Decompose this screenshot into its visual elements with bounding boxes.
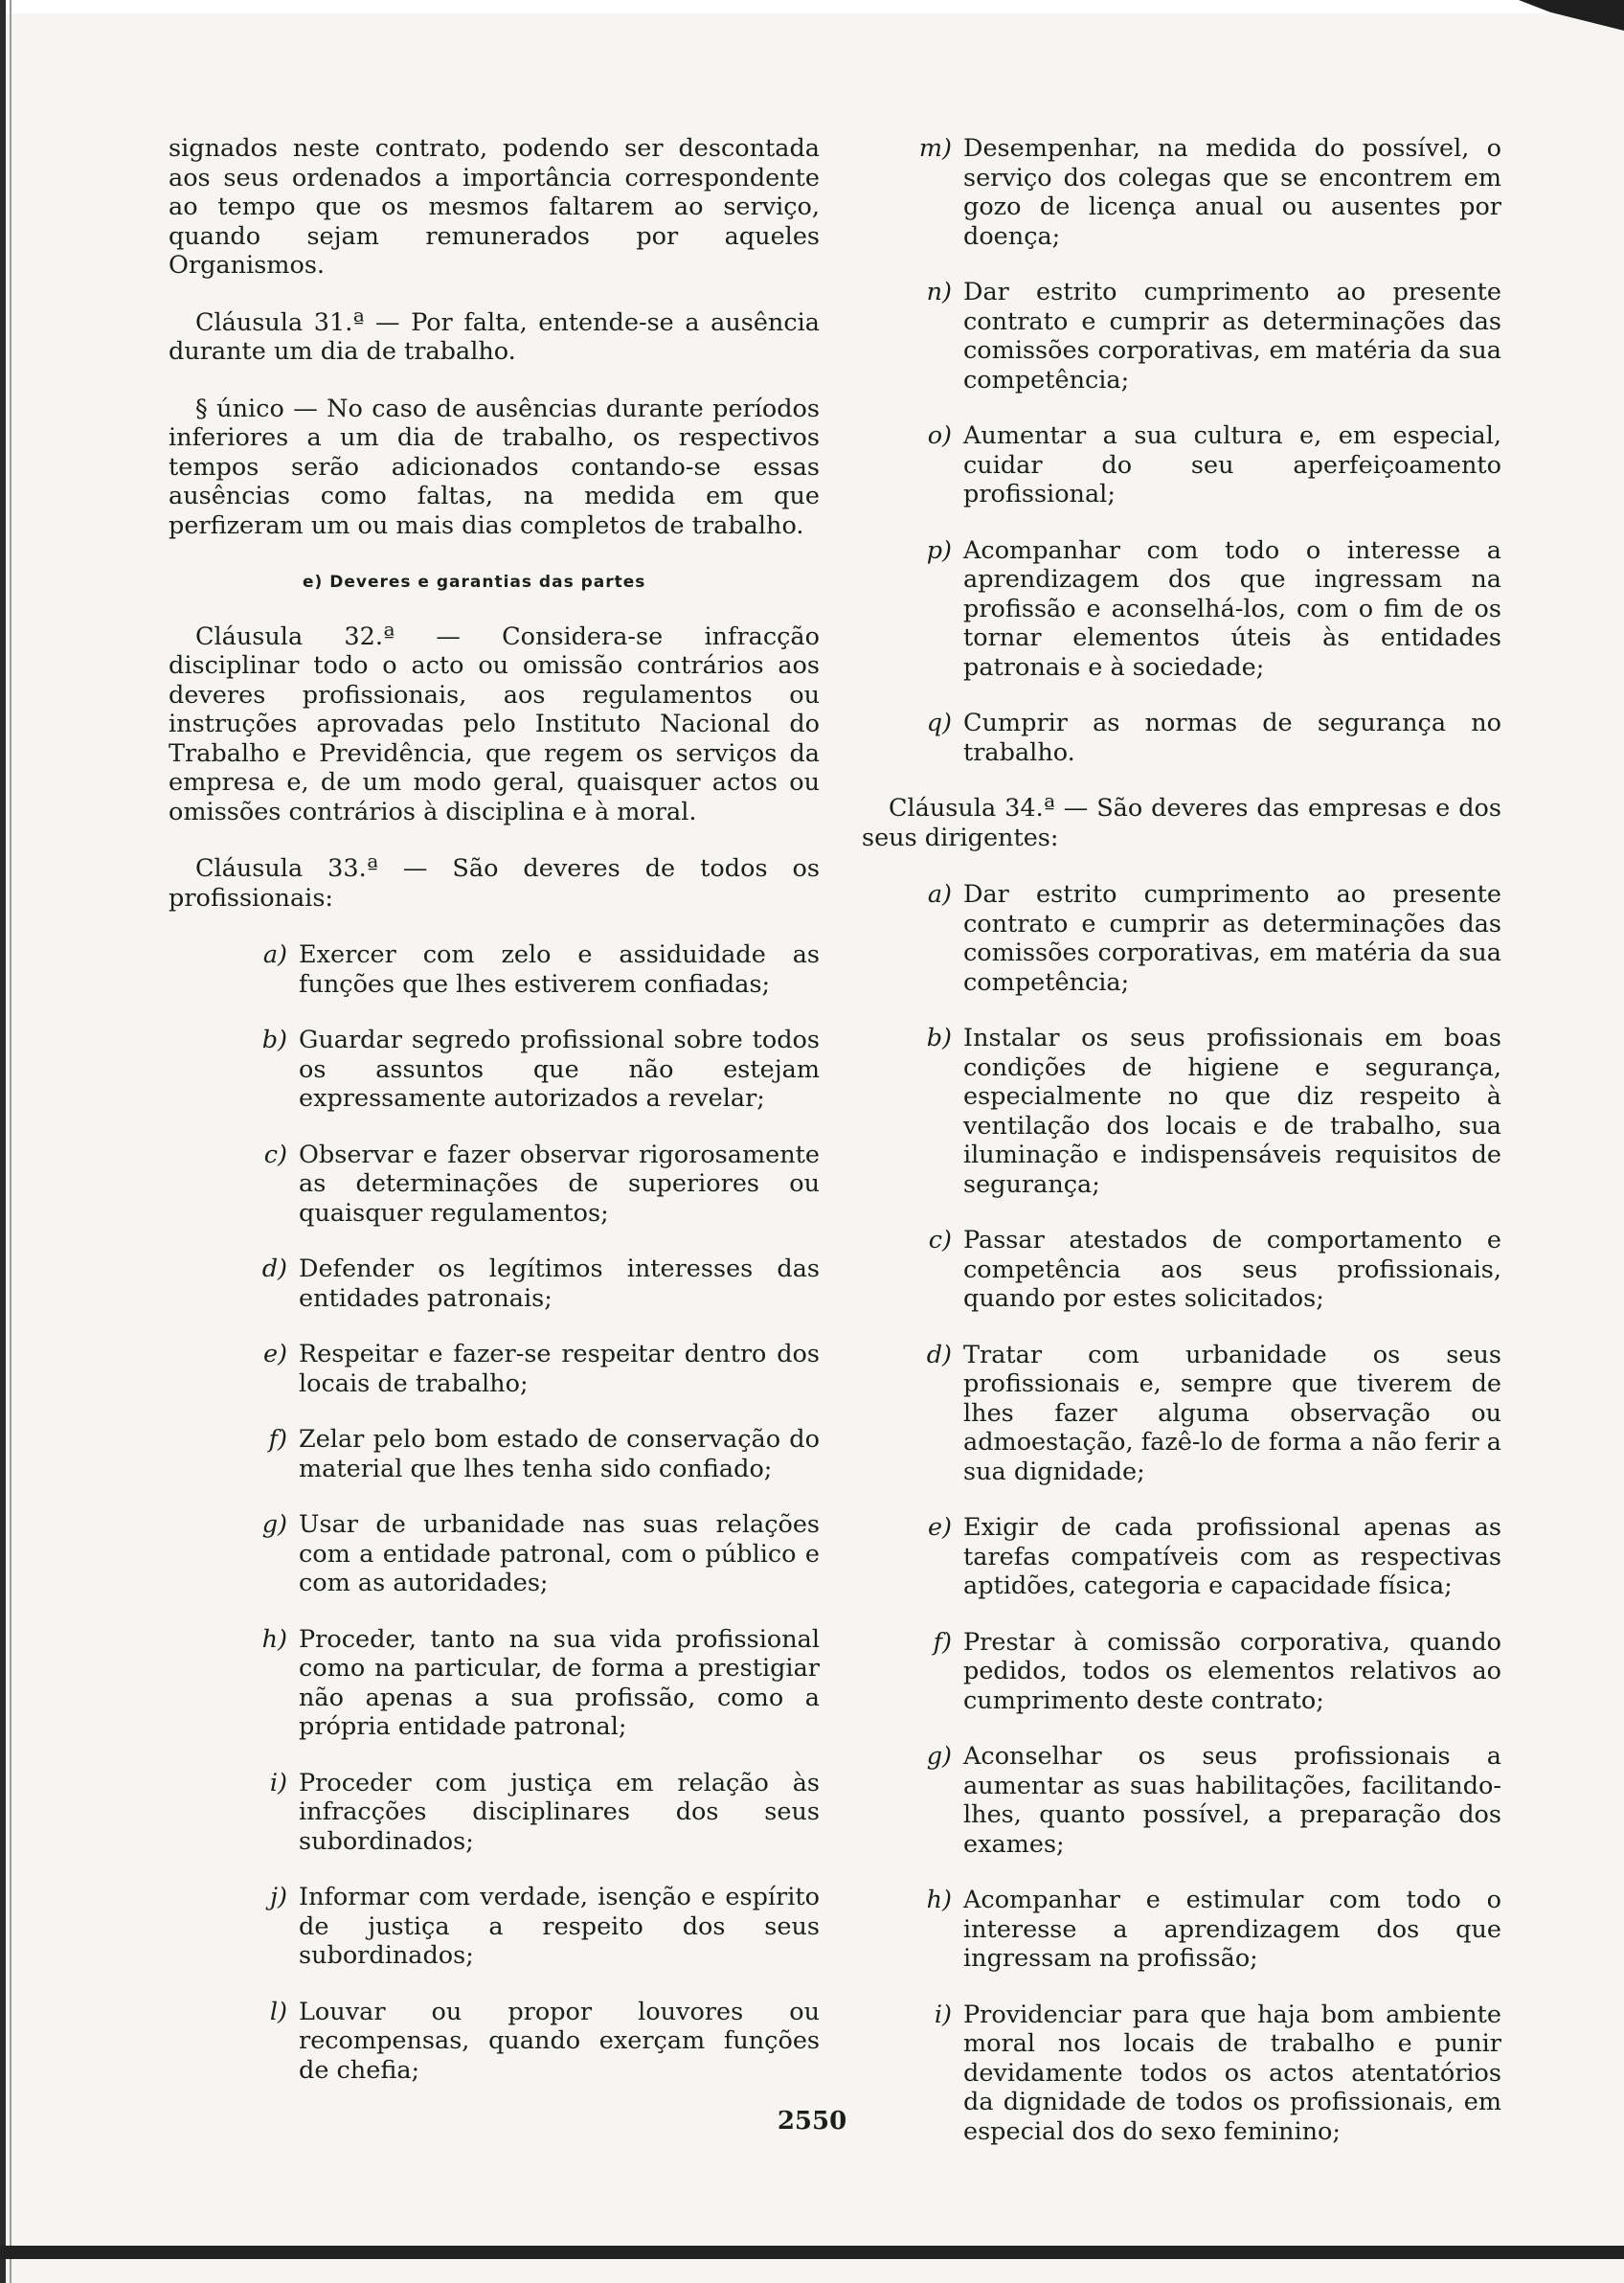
item-marker: a) <box>262 940 287 969</box>
item-marker: e) <box>927 1513 952 1542</box>
clausula-33: Cláusula 33.ª — São deveres de todos os profissionais: <box>169 854 820 913</box>
list-item <box>169 1340 820 1398</box>
list-item <box>169 1625 820 1742</box>
item-marker: l) <box>269 1997 287 2026</box>
item-marker: a) <box>927 880 952 909</box>
item-text: Exercer com zelo e assiduidade as funções que lhes estiverem confiadas; <box>299 940 820 999</box>
intro-paragraph: signados neste contrato, podendo ser descontada aos seus ordenados a importância correspondente ao tempo que os mesmos faltarem ao serviço, quando sejam remunerados por aqueles Organismos. <box>169 134 820 280</box>
item-text: Usar de urbanidade nas suas relações com a entidade patronal, com o público e com as autoridades; <box>299 1510 820 1597</box>
item-marker: c) <box>928 1226 952 1255</box>
item-text: Dar estrito cumprimento ao presente contrato e cumprir as determinações das comissões corporativas, em matéria da sua competência; <box>963 880 1501 997</box>
item-text: Acompanhar e estimular com todo o interesse a aprendizagem dos que ingressam na profissão; <box>963 1886 1501 1973</box>
item-text: Louvar ou propor louvores ou recompensas, quando exerçam funções de chefia; <box>299 1997 820 2085</box>
item-text: Passar atestados de comportamento e competência aos seus profissionais, quando por estes solicitados; <box>963 1226 1501 1313</box>
scan-corner-mark <box>1519 0 1624 31</box>
list-item <box>862 1886 1501 1974</box>
item-text: Defender os legítimos interesses das entidades patronais; <box>299 1255 820 1313</box>
item-text: Zelar pelo bom estado de conservação do material que lhes tenha sido confiado; <box>299 1425 820 1483</box>
item-text: Exigir de cada profissional apenas as tarefas compatíveis com as respectivas aptidões, categoria e capacidade física; <box>963 1513 1501 1600</box>
item-text: Guardar segredo profissional sobre todos os assuntos que não estejam expressamente autorizados a revelar; <box>299 1026 820 1113</box>
list-item <box>169 1998 820 2086</box>
list-item <box>169 1510 820 1598</box>
scan-left-line <box>10 0 11 2283</box>
list-item <box>862 536 1501 683</box>
list-item <box>169 1255 820 1313</box>
list-item <box>862 880 1501 997</box>
item-marker: i) <box>934 2000 952 2029</box>
item-text: Prestar à comissão corporativa, quando pedidos, todos os elementos relativos ao cumprimento deste contrato; <box>963 1627 1501 1715</box>
item-marker: g) <box>926 1742 952 1771</box>
list-item <box>862 1341 1501 1487</box>
item-marker: n) <box>926 278 952 306</box>
item-marker: j) <box>270 1883 287 1911</box>
item-marker: b) <box>926 1024 952 1052</box>
item-marker: f) <box>933 1627 952 1657</box>
scan-bottom-edge <box>0 2246 1624 2259</box>
list-item <box>862 134 1501 251</box>
left-column <box>169 134 820 2112</box>
list-item <box>862 1226 1501 1314</box>
item-marker: d) <box>261 1255 287 1283</box>
item-marker: d) <box>926 1340 952 1369</box>
item-text: Aconselhar os seus profissionais a aumentar as suas habilitações, facilitando-lhes, quanto possível, a preparação dos exames; <box>963 1742 1501 1859</box>
item-marker: g) <box>261 1510 287 1539</box>
list-item <box>169 1769 820 1857</box>
item-marker: f) <box>268 1425 287 1454</box>
list-item <box>169 1141 820 1229</box>
page-number: 2550 <box>777 2107 847 2136</box>
item-text: Cumprir as normas de segurança no trabalho. <box>963 709 1501 767</box>
list-item <box>862 278 1501 395</box>
clausula-34: Cláusula 34.ª — São deveres das empresas e dos seus dirigentes: <box>862 794 1501 852</box>
item-marker: b) <box>261 1026 287 1054</box>
list-item <box>862 421 1501 509</box>
item-marker: h) <box>261 1624 287 1654</box>
item-marker: h) <box>926 1886 952 1914</box>
item-text: Instalar os seus profissionais em boas condições de higiene e segurança, especialmente no que diz respeito à ventilação dos locais e de trabalho, sua iluminação e indispensáveis requisitos de segurança; <box>963 1024 1501 1199</box>
item-text: Respeitar e fazer-se respeitar dentro dos locais de trabalho; <box>299 1340 820 1398</box>
right-column <box>862 134 1501 2173</box>
item-text: Dar estrito cumprimento ao presente contrato e cumprir as determinações das comissões corporativas, em matéria da sua competência; <box>963 278 1501 395</box>
item-text: Acompanhar com todo o interesse a aprendizagem dos que ingressam na profissão e aconselhá-los, com o fim de os tornar elementos úteis às entidades patronais e à sociedade; <box>963 535 1501 682</box>
item-marker: c) <box>263 1140 287 1169</box>
item-marker: o) <box>927 421 952 450</box>
scan-top-edge <box>0 0 1624 13</box>
item-text: Proceder, tanto na sua vida profissional como na particular, de forma a prestigiar não apenas a sua profissão, como a própria entidade patronal; <box>299 1624 820 1741</box>
section-heading: e) Deveres e garantias das partes <box>303 573 646 592</box>
list-item <box>169 940 820 999</box>
item-marker: i) <box>269 1768 287 1797</box>
item-text: Providenciar para que haja bom ambiente moral nos locais de trabalho e punir devidamente todos os actos atentatórios da dignidade de todos os profissionais, em especial dos do sexo feminino; <box>963 2000 1501 2146</box>
list-item <box>862 1742 1501 1859</box>
item-text: Tratar com urbanidade os seus profissionais e, sempre que tiverem de lhes fazer alguma observação ou admoestação, fazê-lo de forma a não ferir a sua dignidade; <box>963 1340 1501 1486</box>
item-text: Observar e fazer observar rigorosamente as determinações de superiores ou quaisquer regulamentos; <box>299 1140 820 1228</box>
item-text: Informar com verdade, isenção e espírito de justiça a respeito dos seus subordinados; <box>299 1883 820 1970</box>
item-text: Desempenhar, na medida do possível, o serviço dos colegas que se encontrem em gozo de licença anual ou ausentes por doença; <box>963 134 1501 251</box>
item-text: Aumentar a sua cultura e, em especial, cuidar do seu aperfeiçoamento profissional; <box>963 421 1501 509</box>
item-text: Proceder com justiça em relação às infracções disciplinares dos seus subordinados; <box>299 1768 820 1856</box>
clausula-31: Cláusula 31.ª — Por falta, entende-se a ausência durante um dia de trabalho. <box>169 307 820 366</box>
list-item <box>169 1883 820 1971</box>
list-item <box>169 1425 820 1483</box>
list-item <box>862 1513 1501 1601</box>
item-marker: e) <box>262 1340 287 1368</box>
list-item <box>862 1024 1501 1199</box>
item-marker: p) <box>926 535 952 565</box>
list-item <box>862 709 1501 767</box>
list-item <box>862 1628 1501 1716</box>
item-marker: m) <box>918 134 952 163</box>
list-item <box>169 1026 820 1114</box>
scan-left-edge <box>0 0 6 2283</box>
clausula-32: Cláusula 32.ª — Considera-se infracção disciplinar todo o acto ou omissão contrários aos deveres profissionais, aos regulamentos ou instruções aprovadas pelo Instituto Nacional do Trabalho e Previdência, que regem os serviços da empresa e, de um modo geral, quaisquer actos ou omissões contrários à disciplina e à moral. <box>169 622 820 826</box>
item-marker: q) <box>926 709 952 737</box>
paragrafo-unico: § único — No caso de ausências durante períodos inferiores a um dia de trabalho, os respectivos tempos serão adicionados contando-se essas ausências como faltas, na medida em que perfizeram um ou mais dias completos de trabalho. <box>169 394 820 540</box>
